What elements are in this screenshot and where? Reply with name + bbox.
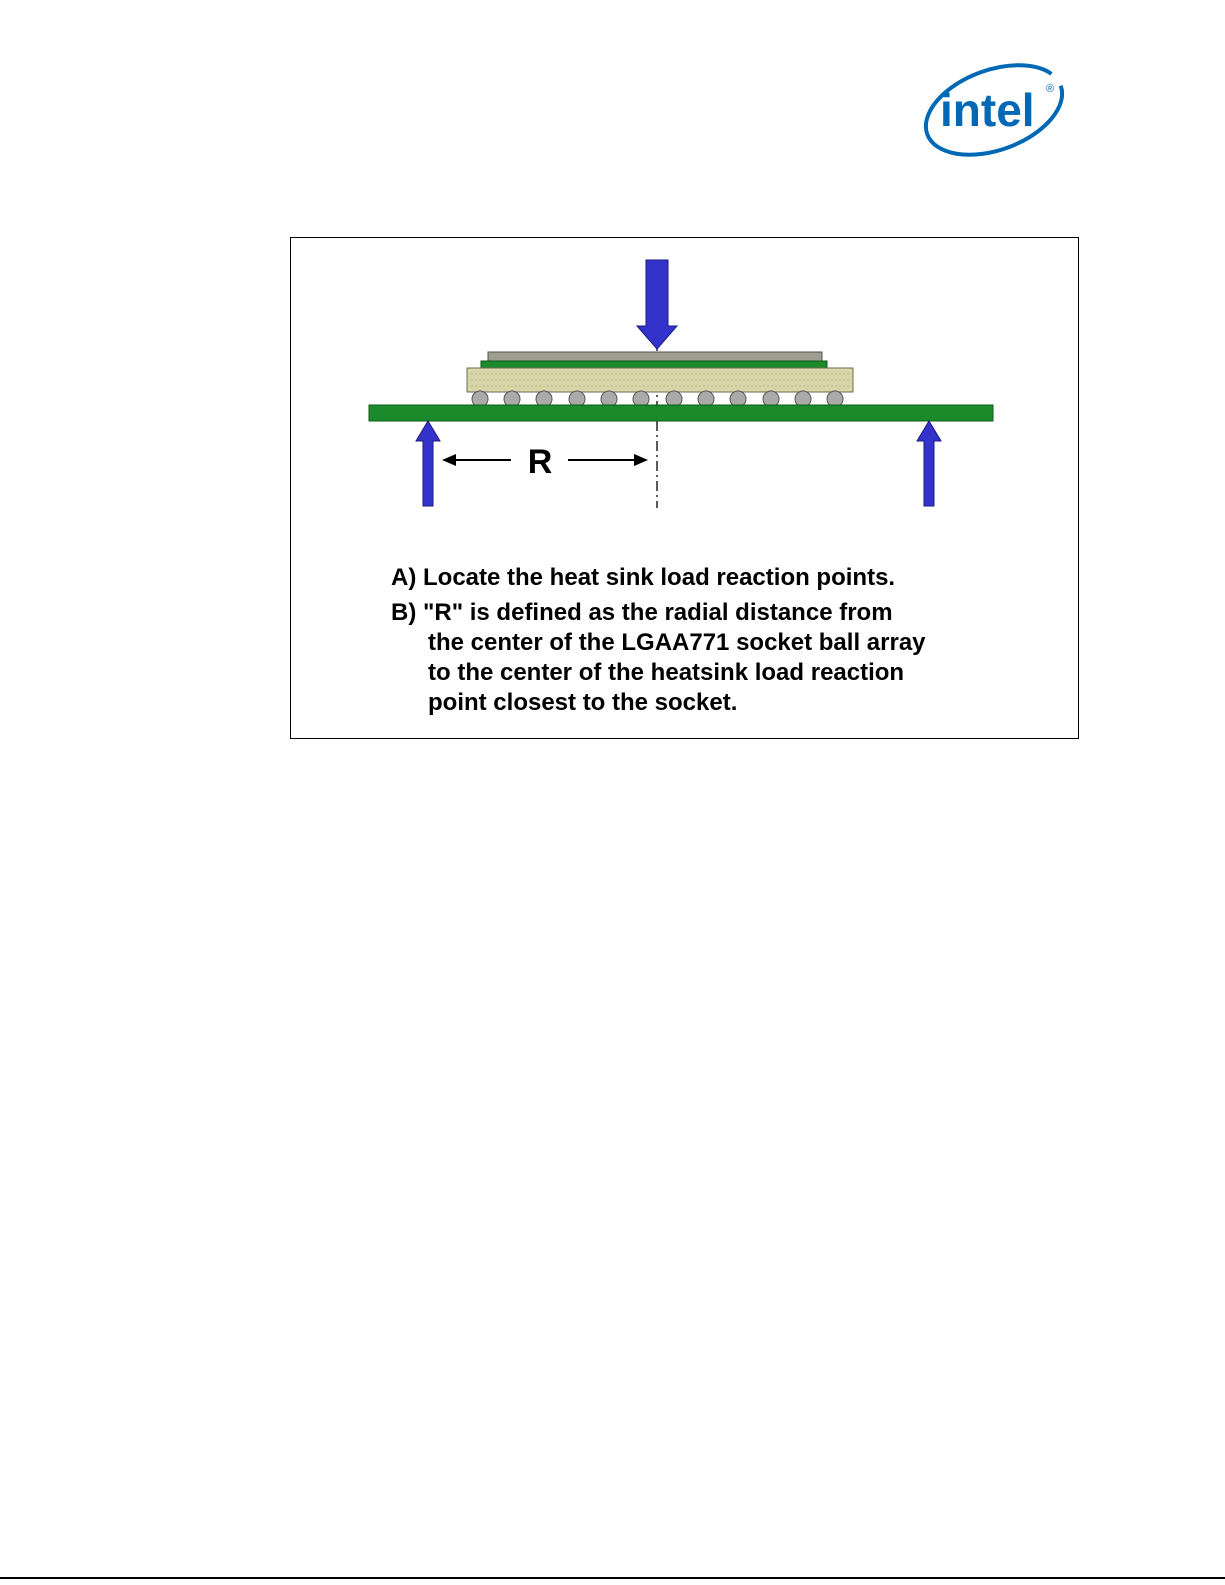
r-left-arrowhead-icon (442, 454, 456, 466)
logo-wordmark: intel (940, 84, 1035, 136)
r-dimension (442, 443, 648, 481)
note-a: A) Locate the heat sink load reaction points. (391, 564, 896, 591)
heatsink-load-arrow-icon (637, 260, 677, 349)
motherboard (369, 405, 993, 421)
package-substrate (481, 361, 827, 368)
intel-logo-mark (918, 62, 1070, 162)
footer-rule (0, 1577, 1225, 1579)
r-label: R (527, 443, 553, 481)
figure-frame (290, 237, 1079, 739)
figure-notes (391, 563, 991, 718)
ihs-lid (488, 352, 822, 361)
note-b-line-3: to the center of the heatsink load reaction (428, 659, 905, 686)
note-b-line-2: the center of the LGAA771 socket ball array (428, 629, 926, 656)
note-b-line-4: point closest to the socket. (428, 689, 738, 716)
registered-mark: ® (1046, 83, 1055, 95)
right-reaction-arrow-icon (917, 421, 941, 506)
intel-logo (918, 62, 1070, 162)
r-right-arrowhead-icon (634, 454, 648, 466)
left-reaction-arrow-icon (416, 421, 440, 506)
note-b-line-1: B) "R" is defined as the radial distance from (391, 599, 893, 626)
